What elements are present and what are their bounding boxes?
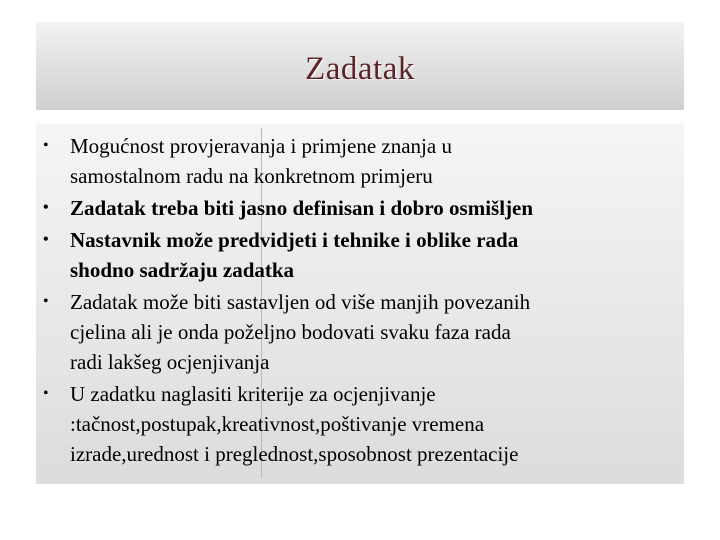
bullet-item <box>40 131 680 191</box>
bullet-line: izrade,urednost i preglednost,sposobnost prezentacije <box>70 442 519 466</box>
bullet-item <box>40 287 680 377</box>
slide-title: Zadatak <box>305 51 415 87</box>
bullet-item <box>40 225 680 285</box>
bullet-dot-icon: • <box>43 385 49 402</box>
bullet-list <box>40 131 680 471</box>
bullet-dot-icon: • <box>43 231 49 248</box>
bullet-line: cjelina ali je onda poželjno bodovati svaku faza rada <box>70 320 511 344</box>
bullet-line: shodno sadržaju zadatka <box>70 258 295 282</box>
bullet-line: Nastavnik može predvidjeti i tehnike i oblike rada <box>70 228 519 252</box>
bullet-line: Zadatak treba biti jasno definisan i dobro osmišljen <box>70 196 534 220</box>
bullet-dot-icon: • <box>43 137 49 154</box>
bullet-item <box>40 379 680 469</box>
bullet-line: :tačnost,postupak,kreativnost,poštivanje vremena <box>70 412 485 436</box>
bullet-item <box>40 193 680 223</box>
bullet-dot-icon: • <box>43 199 49 216</box>
bullet-line: radi lakšeg ocjenjivanja <box>70 350 270 374</box>
bullet-line: samostalnom radu na konkretnom primjeru <box>70 164 433 188</box>
bullet-line: Zadatak može biti sastavljen od više manjih povezanih <box>70 290 531 314</box>
bullet-line: Mogućnost provjeravanja i primjene znanja u <box>70 134 452 158</box>
title-underline-divider <box>36 105 184 106</box>
bullet-line: U zadatku naglasiti kriterije za ocjenjivanje <box>70 382 436 406</box>
bullet-dot-icon: • <box>43 293 49 310</box>
